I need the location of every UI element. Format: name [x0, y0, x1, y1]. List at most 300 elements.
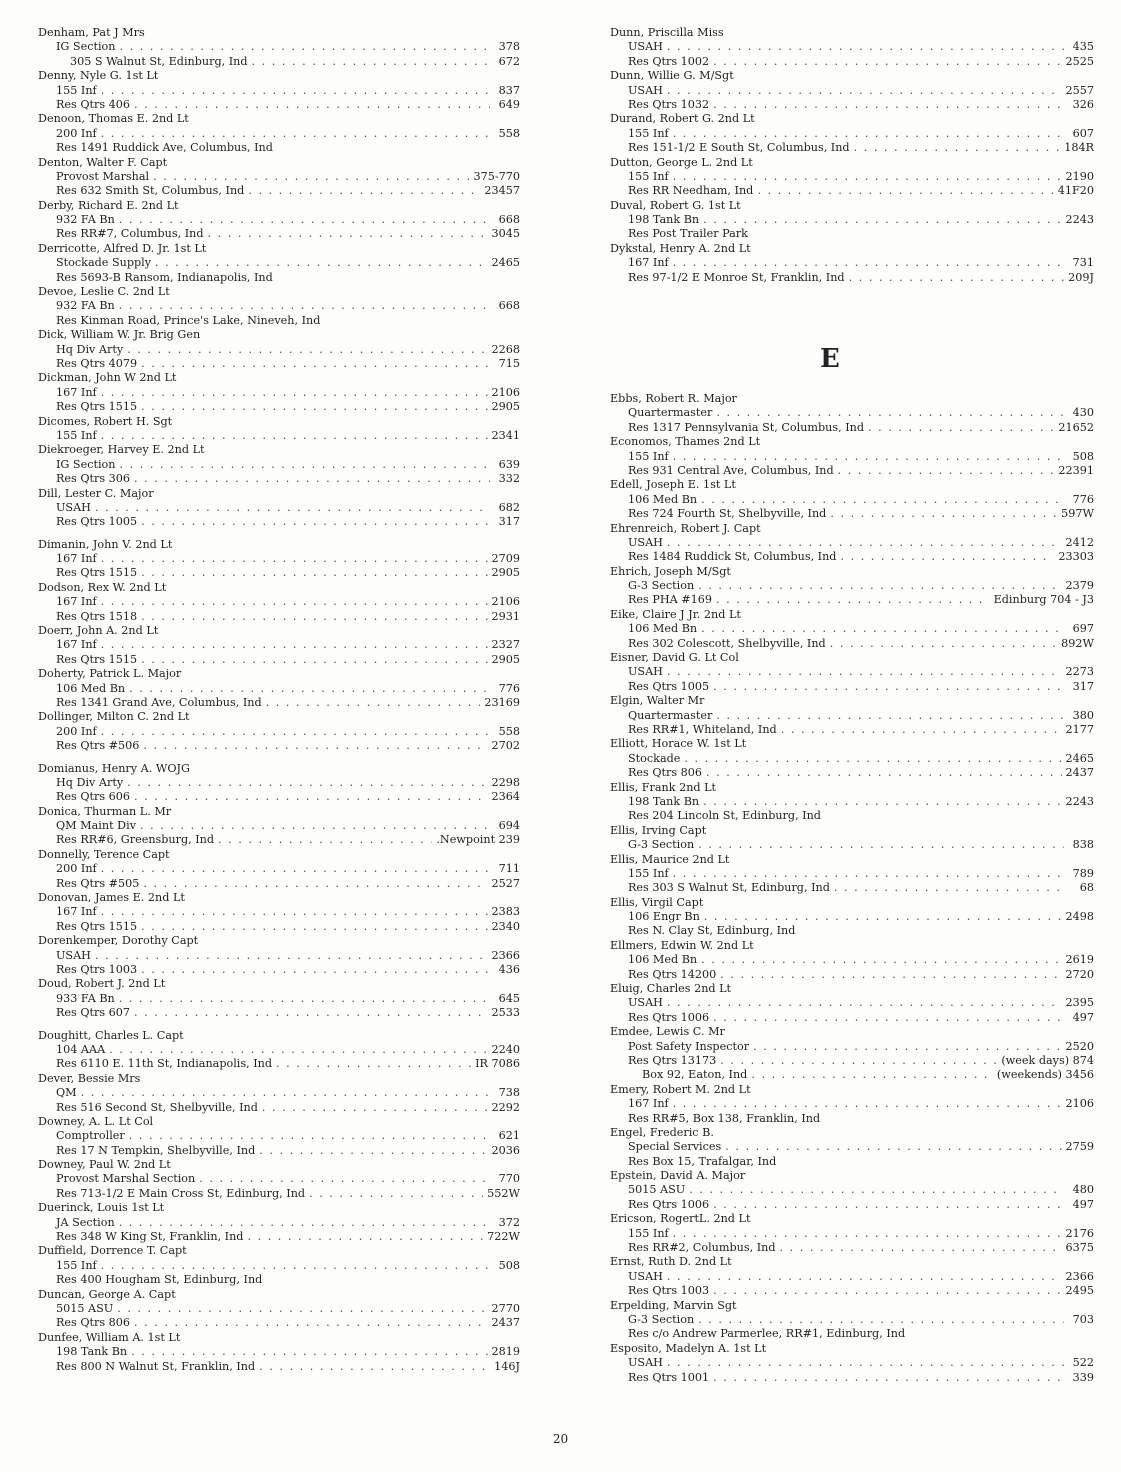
directory-entry-detail: [38, 357, 520, 371]
leader-dots: [143, 739, 487, 753]
directory-entry-name: [610, 69, 1094, 83]
entry-label: Duval, Robert G. 1st Lt: [610, 198, 741, 212]
entry-label: USAH: [628, 665, 663, 679]
leader-dots: [713, 680, 1064, 694]
leader-dots: [127, 776, 487, 790]
directory-entry-detail: [610, 593, 1094, 607]
leader-dots: [101, 595, 488, 609]
phone-number: 694: [498, 819, 520, 833]
entry-label: 167 Inf: [56, 385, 97, 399]
entry-label: Res 632 Smith St, Columbus, Ind: [56, 184, 245, 198]
directory-entry-detail: [610, 184, 1094, 198]
phone-number: 697: [1072, 622, 1094, 636]
entry-label: Ebbs, Robert R. Major: [610, 392, 737, 405]
leader-dots: [667, 84, 1062, 98]
entry-label: Stockade: [628, 751, 681, 765]
directory-entry-name: [610, 824, 1094, 838]
leader-dots: [673, 1097, 1062, 1111]
directory-entry-detail: [610, 579, 1094, 593]
directory-entry-detail: [38, 653, 520, 667]
phone-number: 668: [498, 213, 520, 227]
leader-dots: [101, 1259, 490, 1273]
directory-entry-name: [610, 982, 1094, 996]
entry-label: Ehrenreich, Robert J. Capt: [610, 521, 761, 535]
leader-dots: [95, 501, 490, 515]
directory-entry-name: [38, 1244, 520, 1258]
entry-label: IG Section: [56, 457, 116, 471]
leader-dots: [101, 725, 490, 739]
leader-dots: [199, 1172, 490, 1186]
entry-label: Dill, Lester C. Major: [38, 486, 154, 500]
leader-dots: [830, 507, 1057, 521]
phone-number: 722W: [487, 1230, 520, 1244]
directory-entry-name: [610, 939, 1094, 953]
entry-label: Ellis, Maurice 2nd Lt: [610, 852, 730, 866]
phone-number: 731: [1072, 256, 1094, 270]
entry-label: Ellmers, Edwin W. 2nd Lt: [610, 938, 754, 952]
entry-label: Duncan, George A. Capt: [38, 1287, 176, 1301]
entry-label: Dickman, John W 2nd Lt: [38, 371, 177, 385]
directory-entry-name: [610, 26, 1094, 40]
directory-entry-detail: [38, 638, 520, 652]
leader-dots: [673, 170, 1062, 184]
entry-label: USAH: [628, 535, 663, 549]
directory-entry-name: [610, 1255, 1094, 1269]
entry-label: Edell, Joseph E. 1st Lt: [610, 478, 736, 492]
entry-label: Doud, Robert J. 2nd Lt: [38, 977, 166, 991]
entry-label: Res RR#7, Columbus, Ind: [56, 227, 204, 241]
directory-entry-detail: [38, 790, 520, 804]
directory-entry-detail: [38, 299, 520, 313]
directory-entry-detail: [610, 723, 1094, 737]
phone-number: 2412: [1065, 535, 1094, 549]
directory-entry-name: [610, 896, 1094, 910]
entry-label: Eike, Claire J Jr. 2nd Lt: [610, 607, 741, 621]
entry-label: 198 Tank Bn: [628, 794, 700, 808]
directory-entry-detail: [38, 1345, 520, 1359]
directory-entry-name: [38, 112, 520, 126]
directory-entry-name: [38, 285, 520, 299]
entry-label: Dodson, Rex W. 2nd Lt: [38, 580, 167, 594]
phone-number: 2340: [491, 919, 520, 933]
directory-entry-detail: [38, 610, 520, 624]
entry-label: Res Qtrs 1002: [628, 54, 710, 68]
section-letter-heading: E: [820, 344, 840, 374]
leader-dots: [101, 862, 490, 876]
entry-label: Res Qtrs 607: [56, 1006, 131, 1020]
phone-number: 649: [498, 97, 520, 111]
leader-dots: [673, 256, 1064, 270]
entry-label: Donovan, James E. 2nd Lt: [38, 891, 185, 905]
phone-number: 2525: [1065, 54, 1094, 68]
entry-label: Quartermaster: [628, 406, 713, 420]
phone-number: 838: [1072, 838, 1094, 852]
entry-label: 932 FA Bn: [56, 213, 115, 227]
leader-dots: [95, 949, 488, 963]
directory-entry-detail: [38, 739, 520, 753]
leader-dots: [119, 299, 490, 313]
directory-entry-detail: [610, 953, 1094, 967]
directory-entry-name: [38, 1115, 520, 1129]
entry-label: 167 Inf: [56, 638, 97, 652]
phone-number: 2759: [1065, 1140, 1094, 1154]
entry-label: USAH: [628, 1356, 663, 1370]
directory-entry-detail: [610, 1270, 1094, 1284]
directory-entry-name: [38, 1288, 520, 1302]
directory-entry-detail: [610, 867, 1094, 881]
leader-dots: [716, 593, 990, 607]
phone-number: 2905: [491, 566, 520, 580]
directory-entry-detail: [38, 1302, 520, 1316]
directory-entry-detail: [610, 968, 1094, 982]
entry-label: Res 1491 Ruddick Ave, Columbus, Ind: [56, 141, 273, 155]
directory-entry-name: [38, 1158, 520, 1172]
leader-dots: [713, 55, 1061, 69]
leader-dots: [701, 953, 1061, 967]
entry-label: Elliott, Horace W. 1st Lt: [610, 737, 747, 751]
entry-label: Dicomes, Robert H. Sgt: [38, 414, 173, 428]
directory-entry-detail: [38, 1086, 520, 1100]
directory-entry-detail: [610, 1227, 1094, 1241]
entry-label: Provost Marshal Section: [56, 1172, 196, 1186]
entry-label: Res Qtrs 1006: [628, 1010, 710, 1024]
directory-entry-detail: [610, 622, 1094, 636]
phone-number: 2298: [491, 775, 520, 789]
leader-dots: [218, 833, 432, 847]
directory-entry-name: [38, 710, 520, 724]
phone-number: 317: [498, 515, 520, 529]
page-number: 20: [552, 1432, 569, 1446]
entry-label: Res 302 Colescott, Shelbyville, Ind: [628, 636, 826, 650]
directory-entry-detail: [38, 1230, 520, 1244]
directory-entry-detail: [38, 515, 520, 529]
phone-number: 2395: [1065, 996, 1094, 1010]
phone-number: 2366: [1065, 1269, 1094, 1283]
entry-label: Eluig, Charles 2nd Lt: [610, 982, 732, 996]
directory-entry-detail: [610, 1054, 1094, 1068]
phone-number: 339: [1072, 1370, 1094, 1384]
phone-number: 2366: [491, 948, 520, 962]
leader-dots: [667, 40, 1064, 54]
entry-label: 155 Inf: [56, 428, 97, 442]
directory-entry-name: [610, 781, 1094, 795]
entry-label: Provost Marshal: [56, 169, 150, 183]
entry-label: 932 FA Bn: [56, 299, 115, 313]
phone-number: 668: [498, 299, 520, 313]
phone-number: 22391: [1058, 463, 1094, 477]
phone-number: 639: [498, 457, 520, 471]
entry-label: Dorenkemper, Dorothy Capt: [38, 934, 199, 948]
right-column-e-entries: [610, 392, 1094, 1385]
entry-label: Res Qtrs 406: [56, 97, 131, 111]
phone-number: 2243: [1065, 794, 1094, 808]
entry-label: Quartermaster: [628, 708, 713, 722]
phone-number: 2240: [491, 1042, 520, 1056]
entry-label: Res Qtrs 1006: [628, 1197, 710, 1211]
entry-label: Doughitt, Charles L. Capt: [38, 1028, 184, 1042]
directory-entry-name: [610, 199, 1094, 213]
entry-label: Derby, Richard E. 2nd Lt: [38, 198, 179, 212]
leader-dots: [838, 464, 1055, 478]
leader-dots: [309, 1187, 483, 1201]
leader-dots: [141, 566, 487, 580]
phone-number: 2292: [491, 1100, 520, 1114]
leader-dots: [673, 450, 1064, 464]
leader-dots: [703, 795, 1061, 809]
phone-number: 2036: [491, 1143, 520, 1157]
entry-label: 5015 ASU: [56, 1301, 114, 1315]
phone-number: 892W: [1061, 636, 1094, 650]
directory-entry-detail: [610, 1040, 1094, 1054]
entry-label: Res RR#2, Columbus, Ind: [628, 1241, 776, 1255]
phone-number: 317: [1072, 679, 1094, 693]
leader-dots: [259, 1144, 487, 1158]
leader-dots: [101, 127, 490, 141]
directory-entry-name: [38, 199, 520, 213]
entry-label: USAH: [628, 996, 663, 1010]
entry-label: 155 Inf: [56, 1258, 97, 1272]
leader-dots: [751, 1068, 993, 1082]
entry-label: QM Maint Div: [56, 819, 137, 833]
entry-label: Eisner, David G. Lt Col: [610, 651, 739, 665]
right-column-d-entries: [610, 26, 1094, 285]
directory-entry-name: [38, 581, 520, 595]
entry-label: Ellis, Frank 2nd Lt: [610, 780, 717, 794]
directory-entry-detail: [38, 833, 520, 847]
phone-number: 738: [498, 1086, 520, 1100]
directory-entry-detail: [610, 838, 1094, 852]
leader-dots: [247, 1230, 483, 1244]
entry-label: Res RR#1, Whiteland, Ind: [628, 722, 777, 736]
phone-number: 776: [1072, 492, 1094, 506]
leader-dots: [252, 55, 490, 69]
directory-entry-detail: [610, 40, 1094, 54]
directory-entry-detail: [38, 552, 520, 566]
leader-dots: [141, 653, 487, 667]
entry-label: 200 Inf: [56, 126, 97, 140]
phone-number: 372: [498, 1215, 520, 1229]
directory-entry-name: [38, 934, 520, 948]
entry-label: Dimanin, John V. 2nd Lt: [38, 537, 173, 551]
directory-entry-detail: [38, 949, 520, 963]
leader-dots: [706, 766, 1062, 780]
entry-label: Ellis, Virgil Capt: [610, 895, 704, 909]
directory-entry-name: [610, 478, 1094, 492]
directory-entry-name: [610, 737, 1094, 751]
leader-dots: [143, 877, 487, 891]
phone-number: 2106: [491, 385, 520, 399]
entry-label: 5015 ASU: [628, 1183, 686, 1197]
leader-dots: [716, 709, 1064, 723]
phone-number: 645: [498, 991, 520, 1005]
entry-label: Res Qtrs #505: [56, 876, 140, 890]
phone-number: 2495: [1065, 1284, 1094, 1298]
phone-number: 558: [498, 724, 520, 738]
entry-label: 200 Inf: [56, 862, 97, 876]
directory-entry-name: [610, 522, 1094, 536]
leader-dots: [101, 429, 488, 443]
phone-number: 2341: [491, 428, 520, 442]
directory-entry-detail: [38, 400, 520, 414]
directory-entry-name: [38, 26, 520, 40]
leader-dots: [701, 622, 1064, 636]
phone-number: 2709: [491, 552, 520, 566]
phone-number: 2498: [1065, 910, 1094, 924]
directory-entry-detail: [610, 766, 1094, 780]
phone-number: 326: [1072, 97, 1094, 111]
directory-entry-detail: [38, 1101, 520, 1115]
phone-number: 332: [498, 472, 520, 486]
directory-entry-detail: [610, 996, 1094, 1010]
entry-label: Res Qtrs 1515: [56, 652, 138, 666]
phone-number: 2106: [1065, 1097, 1094, 1111]
directory-entry-detail: [610, 680, 1094, 694]
entry-label: Hq Div Arty: [56, 342, 124, 356]
entry-label: Res Qtrs 306: [56, 472, 131, 486]
phone-number: 2557: [1065, 83, 1094, 97]
leader-dots: [117, 1302, 487, 1316]
directory-entry-name: [610, 1299, 1094, 1313]
phone-number: 2819: [491, 1345, 520, 1359]
directory-entry-detail: [610, 256, 1094, 270]
leader-dots: [129, 1129, 490, 1143]
phone-number: 2533: [491, 1006, 520, 1020]
entry-label: Res Post Trailer Park: [628, 227, 748, 241]
directory-entry-name: [610, 1169, 1094, 1183]
directory-entry-detail: [610, 227, 1094, 241]
entry-label: Dever, Bessie Mrs: [38, 1071, 141, 1085]
leader-dots: [713, 1011, 1064, 1025]
phone-number: 2905: [491, 400, 520, 414]
directory-entry-detail: [38, 1057, 520, 1071]
phone-number: 6375: [1065, 1241, 1094, 1255]
entry-label: Downey, Paul W. 2nd Lt: [38, 1158, 171, 1172]
phone-number: .Newpoint 239: [436, 833, 520, 847]
phone-number: (weekends) 3456: [996, 1068, 1094, 1082]
directory-entry-detail: [38, 595, 520, 609]
phone-number: 2770: [491, 1301, 520, 1315]
directory-entry-detail: [38, 1172, 520, 1186]
phone-number: 41F20: [1057, 184, 1094, 198]
leader-dots: [667, 1270, 1062, 1284]
entry-label: 106 Engr Bn: [628, 910, 700, 924]
entry-label: JA Section: [56, 1215, 115, 1229]
leader-dots: [141, 610, 487, 624]
phone-number: 2905: [491, 652, 520, 666]
entry-label: Res 17 N Tempkin, Shelbyville, Ind: [56, 1143, 256, 1157]
directory-entry-detail: [38, 386, 520, 400]
phone-number: 2327: [491, 638, 520, 652]
directory-entry-detail: [38, 127, 520, 141]
directory-entry-detail: [610, 1068, 1094, 1082]
directory-entry-detail: [38, 1273, 520, 1287]
leader-dots: [840, 550, 1054, 564]
directory-entry-detail: [610, 1155, 1094, 1169]
entry-label: Doerr, John A. 2nd Lt: [38, 624, 159, 638]
entry-label: Esposito, Madelyn A. 1st Lt: [610, 1341, 767, 1355]
phone-number: 597W: [1061, 507, 1094, 521]
leader-dots: [667, 665, 1062, 679]
leader-dots: [781, 723, 1062, 737]
entry-label: Res 400 Hougham St, Edinburg, Ind: [56, 1273, 263, 1287]
leader-dots: [141, 400, 487, 414]
entry-label: Res 724 Fourth St, Shelbyville, Ind: [628, 507, 827, 521]
leader-dots: [698, 579, 1061, 593]
leader-dots: [119, 458, 490, 472]
directory-entry-detail: [38, 682, 520, 696]
leader-dots: [134, 790, 488, 804]
leader-dots: [134, 98, 490, 112]
entry-label: Res Qtrs 1032: [628, 97, 710, 111]
directory-entry-detail: [610, 1284, 1094, 1298]
leader-dots: [713, 98, 1064, 112]
directory-entry-detail: [38, 1129, 520, 1143]
leader-dots: [141, 357, 490, 371]
entry-label: USAH: [628, 83, 663, 97]
entry-label: Res 204 Lincoln St, Edinburg, Ind: [628, 809, 821, 823]
entry-label: Res Qtrs 1005: [56, 515, 138, 529]
entry-label: Donica, Thurman L. Mr: [38, 804, 172, 818]
entry-label: Res Qtrs 1515: [56, 919, 138, 933]
phone-number: 2177: [1065, 722, 1094, 736]
entry-label: G-3 Section: [628, 579, 695, 593]
directory-entry-name: [610, 1083, 1094, 1097]
leader-dots: [698, 838, 1064, 852]
phone-number: 672: [498, 54, 520, 68]
leader-dots: [129, 682, 490, 696]
leader-dots: [757, 184, 1053, 198]
entry-label: Res 713-1/2 E Main Cross St, Edinburg, Ind: [56, 1186, 306, 1200]
phone-number: 711: [498, 862, 520, 876]
entry-label: 155 Inf: [628, 169, 669, 183]
leader-dots: [720, 1054, 997, 1068]
entry-label: Special Services: [628, 1140, 722, 1154]
directory-entry-detail: [38, 992, 520, 1006]
entry-label: Duffield, Dorrence T. Capt: [38, 1244, 187, 1258]
leader-dots: [101, 638, 488, 652]
phone-number: 497: [1072, 1197, 1094, 1211]
phone-number: Edinburg 704 - J3: [993, 593, 1094, 607]
phone-number: 2106: [491, 595, 520, 609]
phone-number: 2383: [491, 905, 520, 919]
leader-dots: [276, 1057, 471, 1071]
phone-number: 837: [498, 83, 520, 97]
directory-entry-detail: [38, 314, 520, 328]
entry-label: Dollinger, Milton C. 2nd Lt: [38, 710, 190, 724]
directory-entry-detail: [610, 406, 1094, 420]
entry-label: Res Qtrs 1515: [56, 566, 138, 580]
entry-label: 155 Inf: [628, 1226, 669, 1240]
leader-dots: [208, 227, 488, 241]
phone-number: 2379: [1065, 579, 1094, 593]
entry-label: USAH: [56, 948, 91, 962]
phone-number: 621: [498, 1129, 520, 1143]
phone-number: 2437: [1065, 766, 1094, 780]
leader-dots: [667, 996, 1062, 1010]
entry-label: Res Qtrs 1515: [56, 400, 138, 414]
directory-entry-name: [610, 1126, 1094, 1140]
leader-dots: [101, 905, 488, 919]
entry-label: Res Qtrs 1003: [56, 963, 138, 976]
entry-label: 167 Inf: [628, 1097, 669, 1111]
phone-number: 2520: [1065, 1039, 1094, 1053]
directory-entry-detail: [610, 1140, 1094, 1154]
directory-entry-name: [610, 156, 1094, 170]
entry-label: Res RR#5, Box 138, Franklin, Ind: [628, 1111, 821, 1125]
directory-entry-detail: [610, 1241, 1094, 1255]
directory-entry-detail: [610, 1313, 1094, 1327]
leader-dots: [703, 213, 1061, 227]
